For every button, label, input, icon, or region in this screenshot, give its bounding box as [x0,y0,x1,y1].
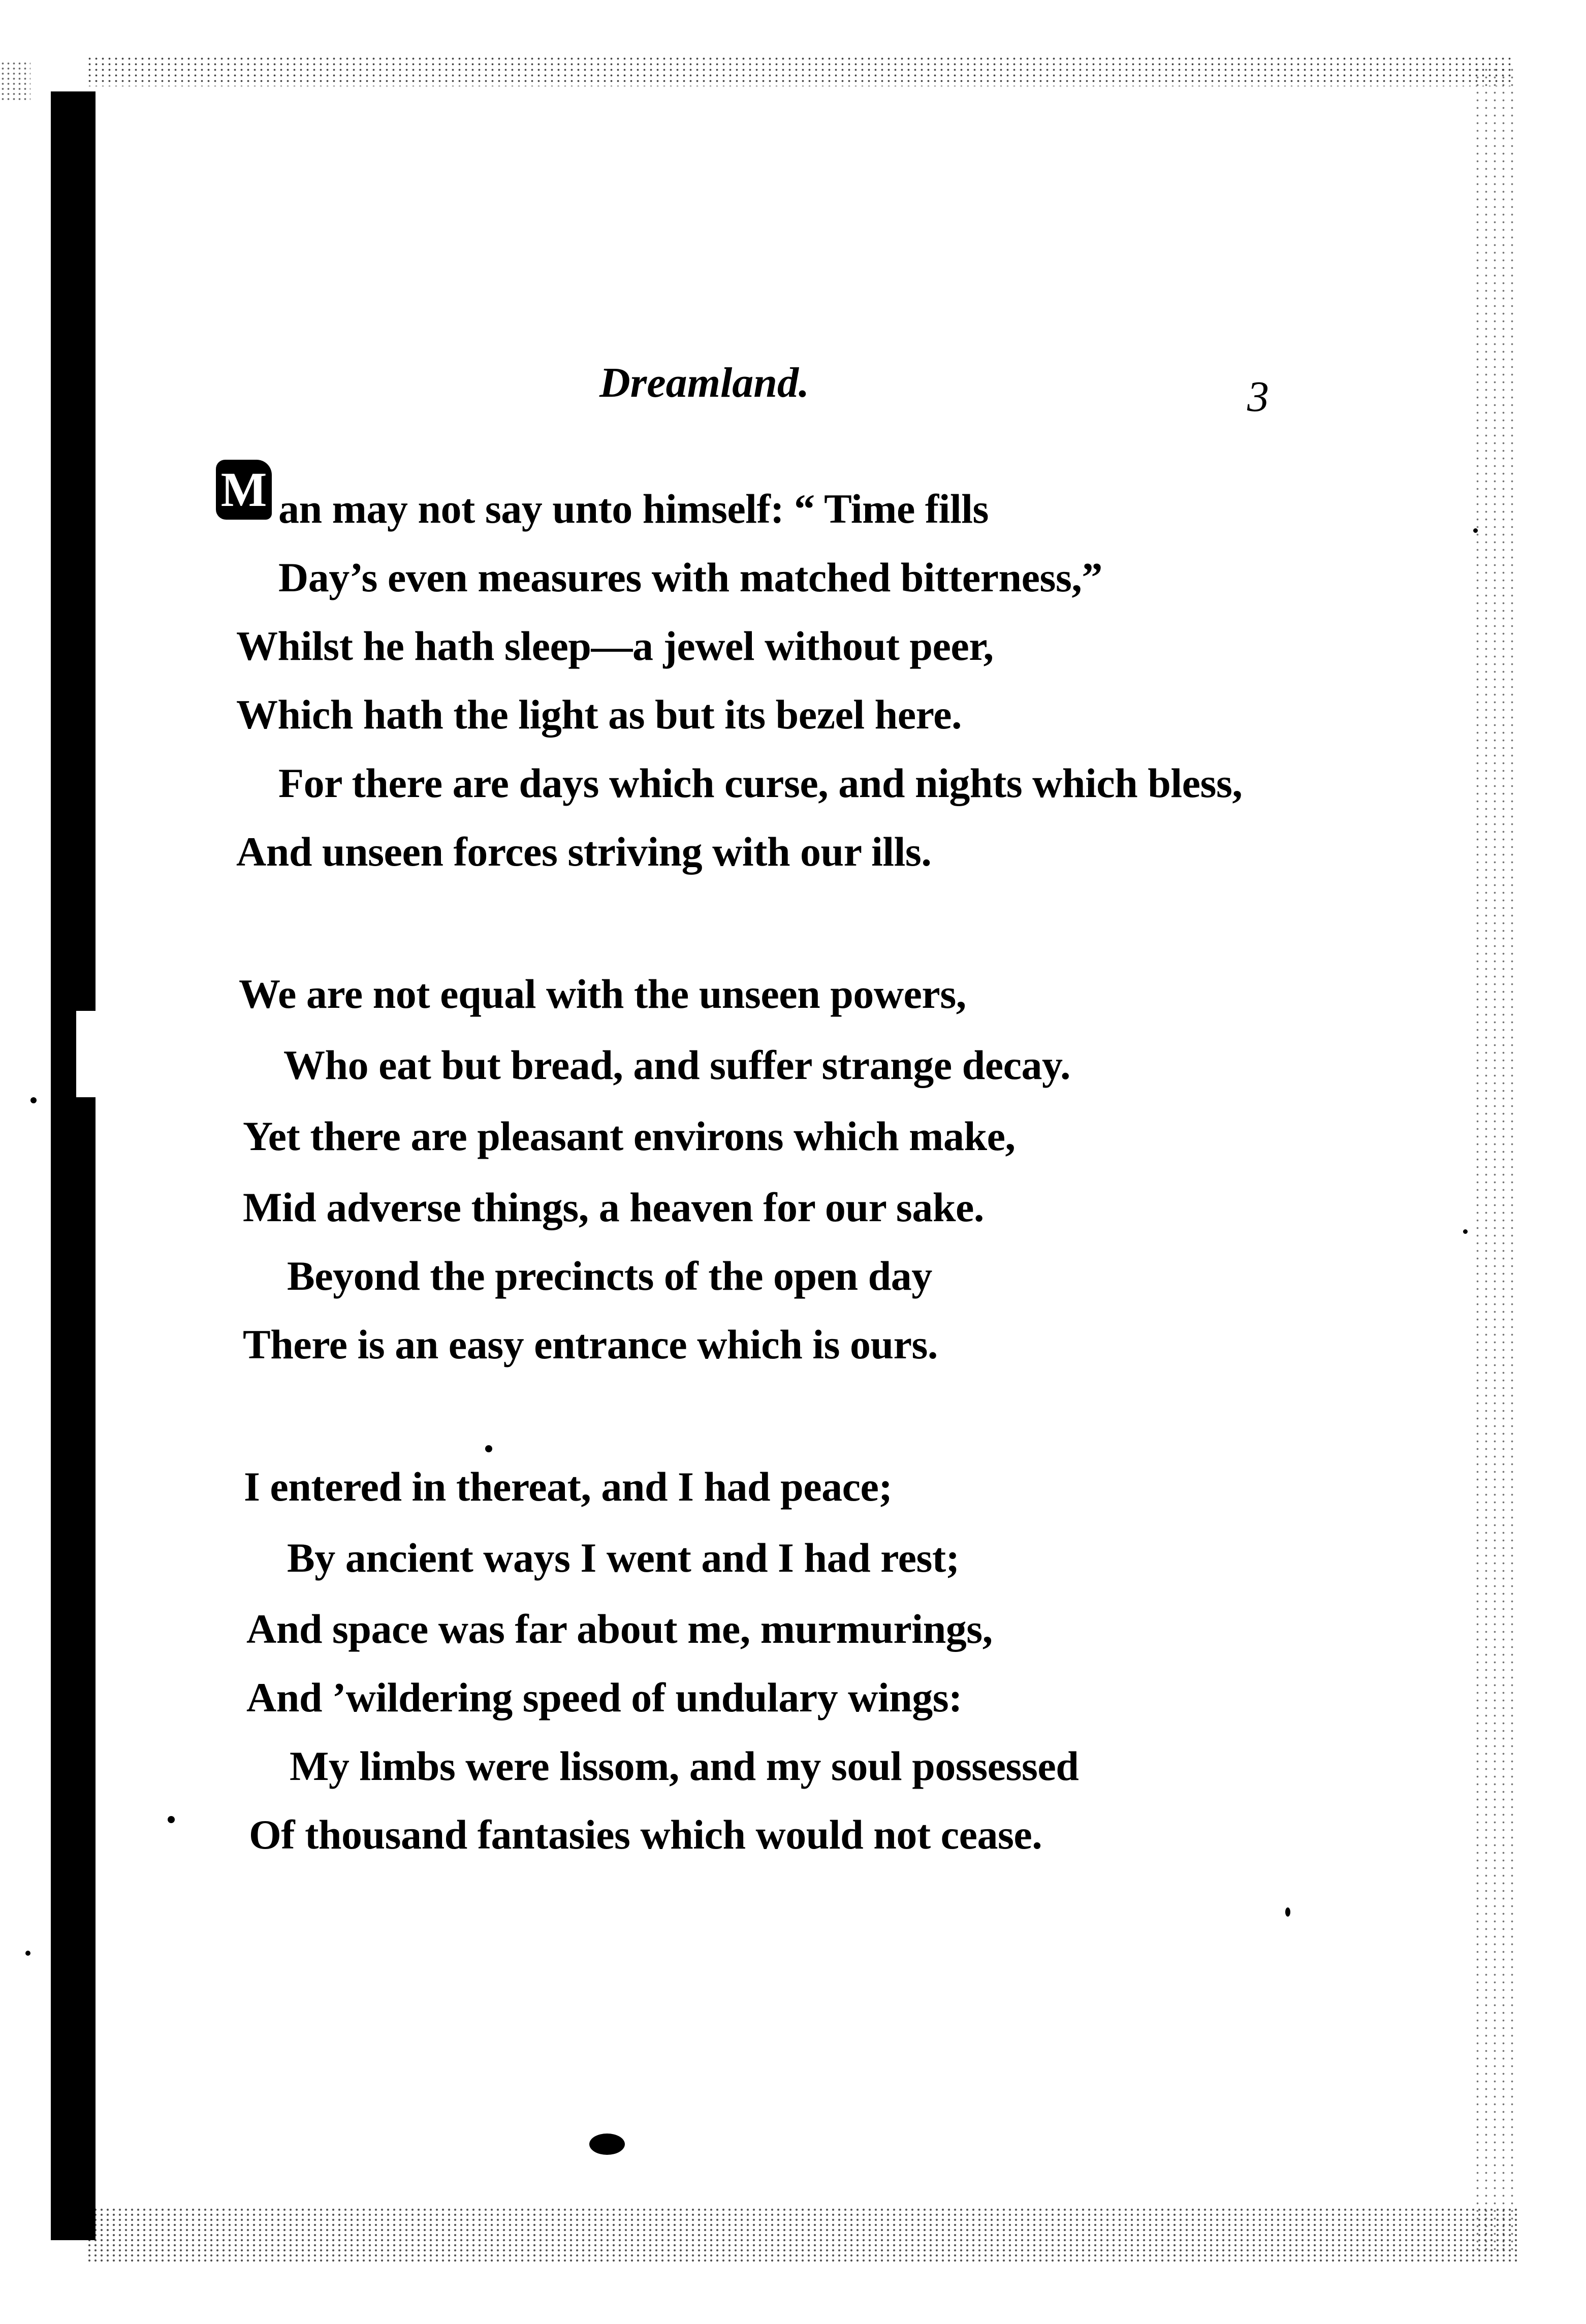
verse-line: My limbs were lissom, and my soul possessed [290,1743,1079,1789]
ink-blot [589,2134,625,2155]
verse-line: I entered in thereat, and I had peace; [244,1463,893,1510]
running-head: Dreamland. [599,359,810,406]
binding-shadow [51,91,96,2240]
verse-line: Yet there are pleasant environs which make, [243,1113,1016,1159]
ink-speck [485,1445,492,1452]
verse-line: For there are days which curse, and nights which bless, [278,760,1243,806]
verse-line: Who eat but bread, and suffer strange decay. [283,1042,1070,1088]
page-edge-left [0,61,30,102]
verse-line: By ancient ways I went and I had rest; [287,1535,960,1581]
verse-line: And space was far about me, murmurings, [246,1606,993,1652]
page-number: 3 [1247,372,1269,421]
verse-line: And ’wildering speed of undulary wings: [246,1674,962,1721]
verse-line: Mid adverse things, a heaven for our sake. [243,1184,984,1230]
verse-line: We are not equal with the unseen powers, [239,971,966,1017]
binding-notch [76,1011,96,1097]
verse-line: And unseen forces striving with our ills. [236,829,932,875]
verse-line: Of thousand fantasies which would not cease. [249,1811,1042,1858]
drop-cap: M [216,460,272,520]
ink-speck [1473,528,1478,533]
verse-line: There is an easy entrance which is ours. [243,1321,938,1367]
ink-speck [1463,1229,1468,1234]
verse-line: Day’s even measures with matched bitterness,” [278,554,1102,600]
verse-line: Beyond the precincts of the open day [287,1253,932,1299]
verse-line: Whilst he hath sleep—a jewel without peer, [236,623,994,669]
verse-line: Which hath the light as but its bezel here. [236,691,962,738]
verse-line: an may not say unto himself: “ Time fills [278,486,989,532]
page-edge-top [86,56,1514,86]
page-edge-bottom [86,2207,1519,2263]
ink-speck [25,1951,30,1956]
page-edge-right [1473,66,1519,2250]
ink-speck [30,1097,37,1103]
ink-speck [1285,1907,1290,1917]
ink-speck [168,1816,175,1823]
